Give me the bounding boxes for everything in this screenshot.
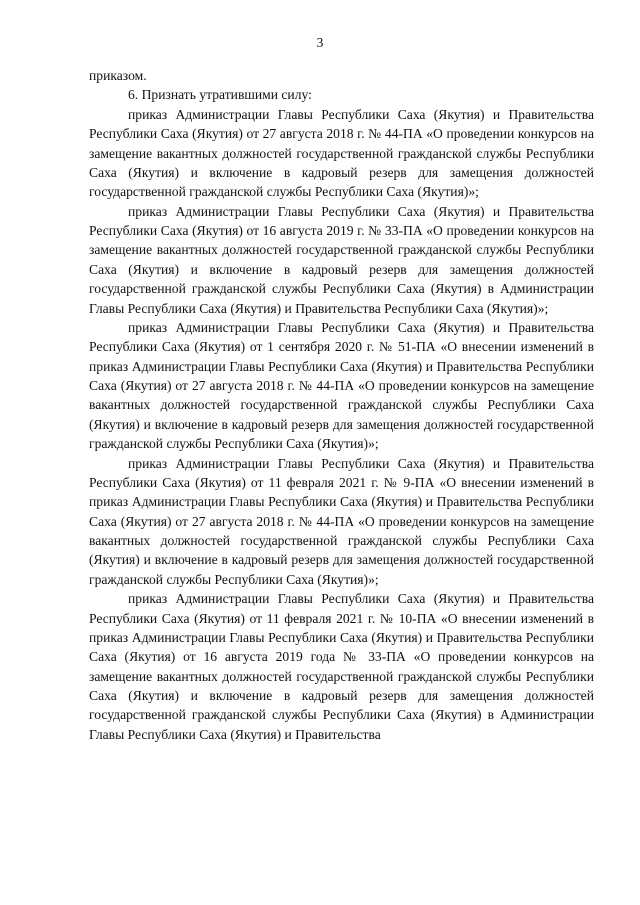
paragraph-continuation: приказом. (89, 68, 147, 83)
page-number: 3 (316, 35, 324, 50)
paragraph-order-9-pa: приказ Администрации Главы Республики Саха (Якутия) и Правительства Республики Саха (Якутия) от 11 февраля 2021 г. № 9-ПА «О внесении изменений в приказ Администрации Главы Республики Саха (Якутия) и Правительства Республики Саха (Якутия) от 27 августа 2018 г. № 44-ПА «О проведении конкурсов на замещение вакантных должностей государственной гражданской службы Республики Саха (Якутия) и включение в кадровый резерв для замещения должностей государственной гражданской службы Республики Саха (Якутия)»; (89, 455, 594, 587)
paragraph-order-10-pa: приказ Администрации Главы Республики Саха (Якутия) и Правительства Республики Саха (Якутия) от 11 февраля 2021 г. № 10-ПА «О внесении изменений в приказ Администрации Главы Республики Саха (Якутия) и Правительства Республики Саха (Якутия) от 16 августа 2019 года № 33-ПА «О проведении конкурсов на замещение вакантных должностей государственной гражданской службы Республики Саха (Якутия) и включение в кадровый резерв для замещения должностей государственной гражданской службы Республики Саха (Якутия) в Администрации Главы Республики Саха (Якутия) и Правительства (89, 591, 594, 742)
paragraph-order-44-pa: приказ Администрации Главы Республики Саха (Якутия) и Правительства Республики Саха (Якутия) от 27 августа 2018 г. № 44-ПА «О проведении конкурсов на замещение вакантных должностей государственной гражданской службы Республики Саха (Якутия) и включение в кадровый резерв для замещения должностей государственной гражданской службы Республики Саха (Якутия)»; (89, 106, 594, 200)
paragraph-item-6: 6. Признать утратившими силу: (128, 87, 312, 103)
paragraph-order-33-pa: приказ Администрации Главы Республики Саха (Якутия) и Правительства Республики Саха (Якутия) от 16 августа 2019 г. № 33-ПА «О проведении конкурсов на замещение вакантных должностей государственной гражданской службы Республики Саха (Якутия) и включение в кадровый резерв для замещения должностей государственной гражданской службы Республики Саха (Якутия) в Администрации Главы Республики Саха (Якутия) и Правительства Республики Саха (Якутия)»; (89, 203, 594, 316)
document-body (89, 66, 594, 744)
paragraph-order-51-pa: приказ Администрации Главы Республики Саха (Якутия) и Правительства Республики Саха (Якутия) от 1 сентября 2020 г. № 51-ПА «О внесении изменений в приказ Администрации Главы Республики Саха (Якутия) и Правительства Республики Саха (Якутия) от 27 августа 2018 г. № 44-ПА «О проведении конкурсов на замещение вакантных должностей государственной гражданской службы Республики Саха (Якутия) и включение в кадровый резерв для замещения должностей государственной гражданской службы Республики Саха (Якутия)»; (89, 319, 594, 452)
